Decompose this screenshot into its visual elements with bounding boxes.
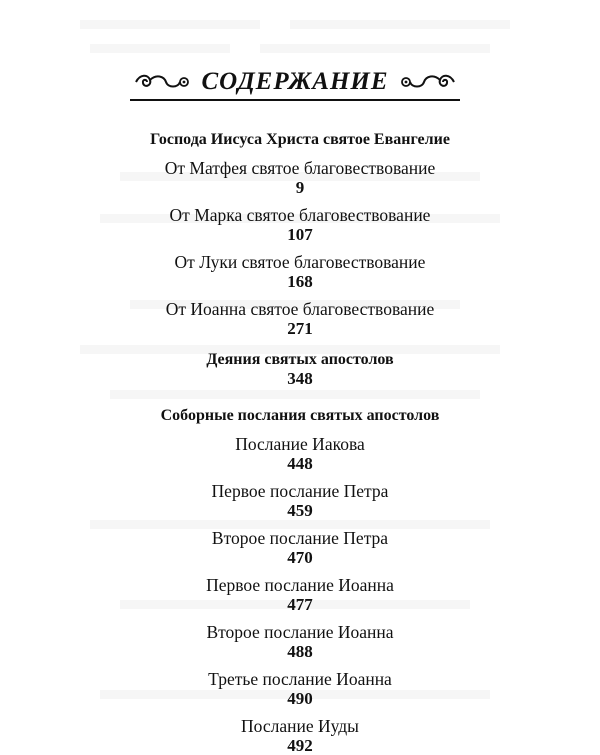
entry-title: Второе послание Петра [211, 528, 389, 548]
entry-page-number: 470 [287, 548, 313, 567]
entry-title: Первое послание Петра [211, 481, 389, 501]
toc-entry[interactable] [100, 715, 500, 755]
table-of-contents [100, 130, 500, 755]
right-ornament-icon [400, 70, 456, 94]
toc-entry[interactable] [100, 298, 500, 338]
entry-page-number: 492 [287, 736, 313, 755]
toc-entry[interactable] [100, 527, 500, 567]
entry-page-number: 107 [287, 225, 313, 244]
section-heading: Соборные послания святых апостолов [160, 407, 440, 424]
toc-entry[interactable] [100, 251, 500, 291]
page-title: СОДЕРЖАНИЕ [201, 68, 389, 95]
section-heading: Деяния святых апостолов [206, 351, 394, 368]
entry-title: От Иоанна святое благовествование [165, 299, 435, 319]
entry-title: От Луки святое благовествование [174, 252, 426, 272]
section-heading: Господа Иисуса Христа святое Евангелие [150, 131, 450, 148]
entry-page-number: 488 [287, 642, 313, 661]
entry-page-number: 490 [287, 689, 313, 708]
epistles-section [100, 406, 500, 755]
toc-entry[interactable] [100, 621, 500, 661]
entry-title: Третье послание Иоанна [208, 669, 392, 689]
toc-entry[interactable] [100, 433, 500, 473]
entry-title: Второе послание Иоанна [206, 622, 394, 642]
toc-entry[interactable] [100, 157, 500, 197]
entry-page-number: 448 [287, 454, 313, 473]
entry-title: Первое послание Иоанна [206, 575, 394, 595]
entry-title: От Матфея святое благовествование [164, 158, 436, 178]
toc-entry[interactable] [100, 668, 500, 708]
entry-page-number: 459 [287, 501, 313, 520]
entry-page-number: 271 [287, 319, 313, 338]
entry-page-number: 477 [287, 595, 313, 614]
gospels-section [100, 130, 500, 338]
entry-page-number: 168 [287, 272, 313, 291]
header-rule [130, 99, 460, 101]
entry-title: От Марка святое благовествование [169, 205, 431, 225]
entry-page-number: 348 [287, 369, 313, 388]
acts-section[interactable] [100, 350, 500, 388]
entry-title: Послание Иакова [235, 434, 365, 454]
contents-header [130, 66, 460, 106]
entry-title: Послание Иуды [241, 716, 359, 736]
toc-entry[interactable] [100, 204, 500, 244]
toc-entry[interactable] [100, 574, 500, 614]
toc-entry[interactable] [100, 480, 500, 520]
entry-page-number: 9 [295, 178, 305, 197]
